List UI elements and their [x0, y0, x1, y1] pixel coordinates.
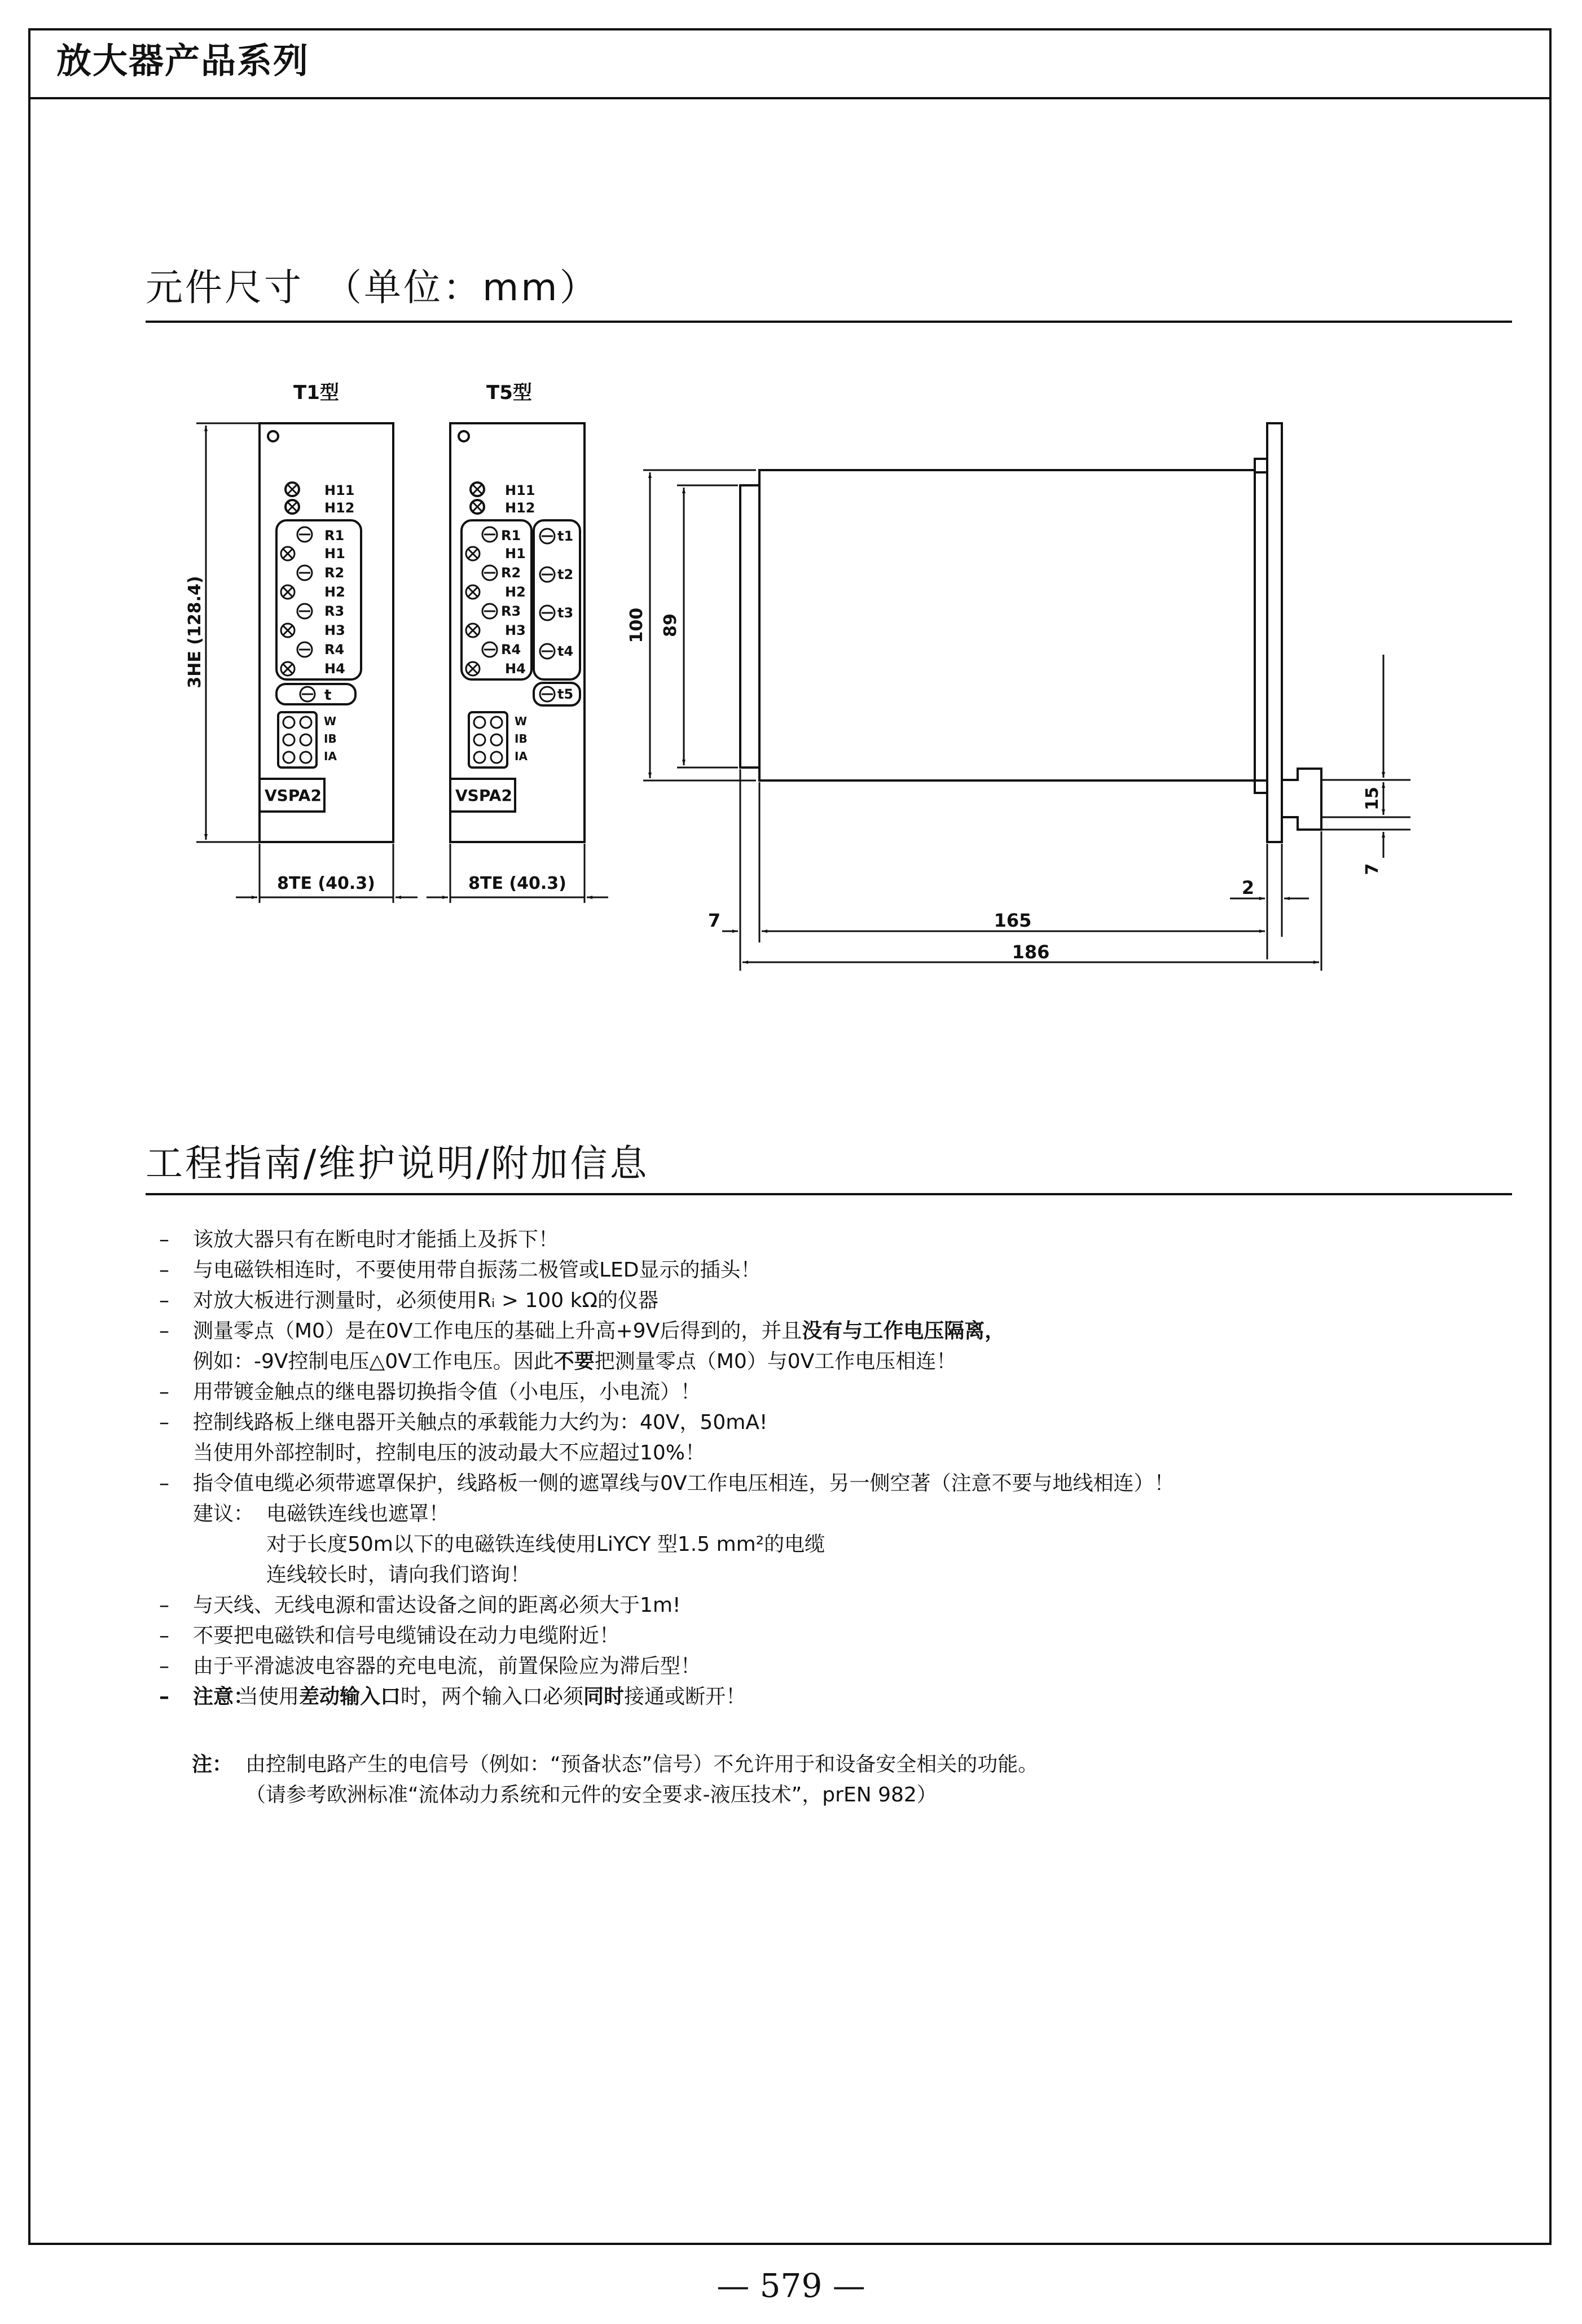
t1-type-label: T1型 [293, 382, 339, 404]
t1-width-label: 8TE (40.3) [277, 874, 375, 893]
t1-led-h12 [285, 500, 299, 514]
list-item-continuation: 连线较长时，请向我们谘询！ [266, 1563, 531, 1586]
t1-pot-label-r3: R3 [324, 603, 345, 619]
t1-led-label-h12: H12 [324, 500, 355, 516]
t1-socket-label-ia: IA [324, 749, 337, 763]
t1-dimensions [196, 423, 418, 903]
dimensions-section-title: 元件尺寸 （单位：mm） [146, 266, 599, 309]
side-view [740, 423, 1321, 842]
dim-2-label: 2 [1241, 877, 1255, 898]
t1-pot-label-h1: H1 [324, 546, 345, 562]
safety-note [192, 1749, 1038, 1810]
t5-pot-label-h3: H3 [505, 622, 526, 638]
t5-module-label: VSPA2 [455, 786, 512, 805]
t5-width-label: 8TE (40.3) [468, 874, 566, 893]
t5-pot-label-h2: H2 [505, 584, 526, 600]
t5-led-label-h11: H11 [505, 483, 535, 498]
list-item-continuation: 建议： 电磁铁连线也遮罩！ [193, 1502, 450, 1525]
t5-type-label: T5型 [486, 382, 532, 404]
dim-165-label: 165 [994, 910, 1032, 931]
list-item: – 指令值电缆必须带遮罩保护，线路板一侧的遮罩线与0V工作电压相连，另一侧空著（注意不要与地线相连）！ [159, 1472, 1175, 1495]
t1-pot-label-r4: R4 [324, 642, 345, 657]
t5-t4-label: t4 [557, 643, 574, 659]
list-item: – 由于平滑滤波电容器的充电电流，前置保险应为滞后型！ [159, 1655, 701, 1678]
guidelines-section-title: 工程指南/维护说明/附加信息 [146, 1142, 649, 1185]
list-item: – 该放大器只有在断电时才能插上及拆下！ [159, 1228, 559, 1251]
t5-t1-label: t1 [557, 528, 574, 544]
note-label: 注： [192, 1753, 233, 1776]
list-item: – 不要把电磁铁和信号电缆铺设在动力电缆附近！ [159, 1624, 620, 1647]
note-line-2: （请参考欧洲标准“流体动力系统和元件的安全要求-液压技术”，prEN 982） [245, 1783, 937, 1806]
list-item-continuation: 对于长度50m以下的电磁铁连线使用LiYCY 型1.5 mm²的电缆 [266, 1533, 825, 1556]
t1-pot-label-h4: H4 [324, 661, 345, 677]
t5-socket-label-ia: IA [515, 749, 528, 763]
list-item-continuation: 当使用外部控制时，控制电压的波动最大不应超过10%！ [193, 1441, 706, 1464]
t5-pot-label-r4: R4 [501, 642, 521, 657]
t1-socket-label-ib: IB [324, 732, 337, 746]
t1-pot-label-h3: H3 [324, 622, 345, 638]
t1-module-label: VSPA2 [265, 786, 322, 805]
t1-height-label: 3HE (128.4) [185, 576, 205, 689]
dim-7-right-label: 7 [1363, 863, 1382, 875]
t1-led-h11 [285, 483, 299, 496]
t5-pot-label-r1: R1 [501, 528, 521, 543]
t1-pot-label-r2: R2 [324, 565, 345, 581]
guidelines-list [159, 1225, 1513, 1712]
header-title: 放大器产品系列 [56, 40, 310, 81]
page-number: — 579 — [717, 2266, 865, 2305]
t5-t2-label: t2 [557, 567, 574, 582]
t5-socket-label-w: W [515, 714, 528, 728]
dim-7-left-label: 7 [707, 910, 721, 931]
list-item: – 对放大板进行测量时，必须使用Rᵢ > 100 kΩ的仪器 [159, 1289, 659, 1312]
list-item: – 与电磁铁相连时，不要使用带自振荡二极管或LED显示的插头！ [159, 1259, 761, 1282]
t5-pot-label-r3: R3 [501, 603, 521, 619]
t5-socket-label-ib: IB [515, 732, 528, 746]
t1-socket-label-w: W [324, 714, 337, 728]
list-item: – 用带镀金触点的继电器切换指令值（小电压，小电流）！ [159, 1380, 701, 1404]
t1-labels [185, 382, 375, 893]
guidelines-section-rule [146, 1193, 1512, 1195]
t5-pot-label-h4: H4 [505, 661, 526, 677]
dim-89-label: 89 [661, 613, 680, 637]
t1-led-label-h11: H11 [324, 483, 355, 498]
t5-led-label-h12: H12 [505, 500, 535, 516]
t1-pot-label-r1: R1 [324, 528, 345, 543]
list-item: – 控制线路板上继电器开关触点的承载能力大约为：40V，50mA! [159, 1411, 768, 1434]
t5-pot-label-h1: H1 [505, 546, 526, 562]
t1-t-label: t [324, 687, 332, 704]
t5-pot-label-r2: R2 [501, 565, 521, 581]
list-item: – 测量零点（M0）是在0V工作电压的基础上升高+9V后得到的，并且 没有与工作电压隔离， [159, 1319, 1005, 1343]
note-line-1: 由控制电路产生的电信号（例如：“预备状态”信号）不允许用于和设备安全相关的功能。 [245, 1753, 1039, 1776]
dim-100-label: 100 [627, 607, 647, 643]
dim-186-label: 186 [1012, 941, 1050, 963]
dim-15-label: 15 [1363, 787, 1382, 810]
t5-t3-label: t3 [557, 605, 574, 621]
list-item: – 与天线、无线电源和雷达设备之间的距离必须大于1m! [159, 1594, 681, 1617]
t5-t5-label: t5 [557, 686, 574, 702]
t1-pot-label-h2: H2 [324, 584, 345, 600]
list-item-continuation: 例如：-9V控制电压△0V工作电压。因此 不要 把测量零点（M0）与0V工作电压相连！ [193, 1350, 957, 1373]
list-item: – 注意： 当使用 差动输入口 时，两个输入口必须 同时 接通或断开！ [159, 1685, 746, 1708]
